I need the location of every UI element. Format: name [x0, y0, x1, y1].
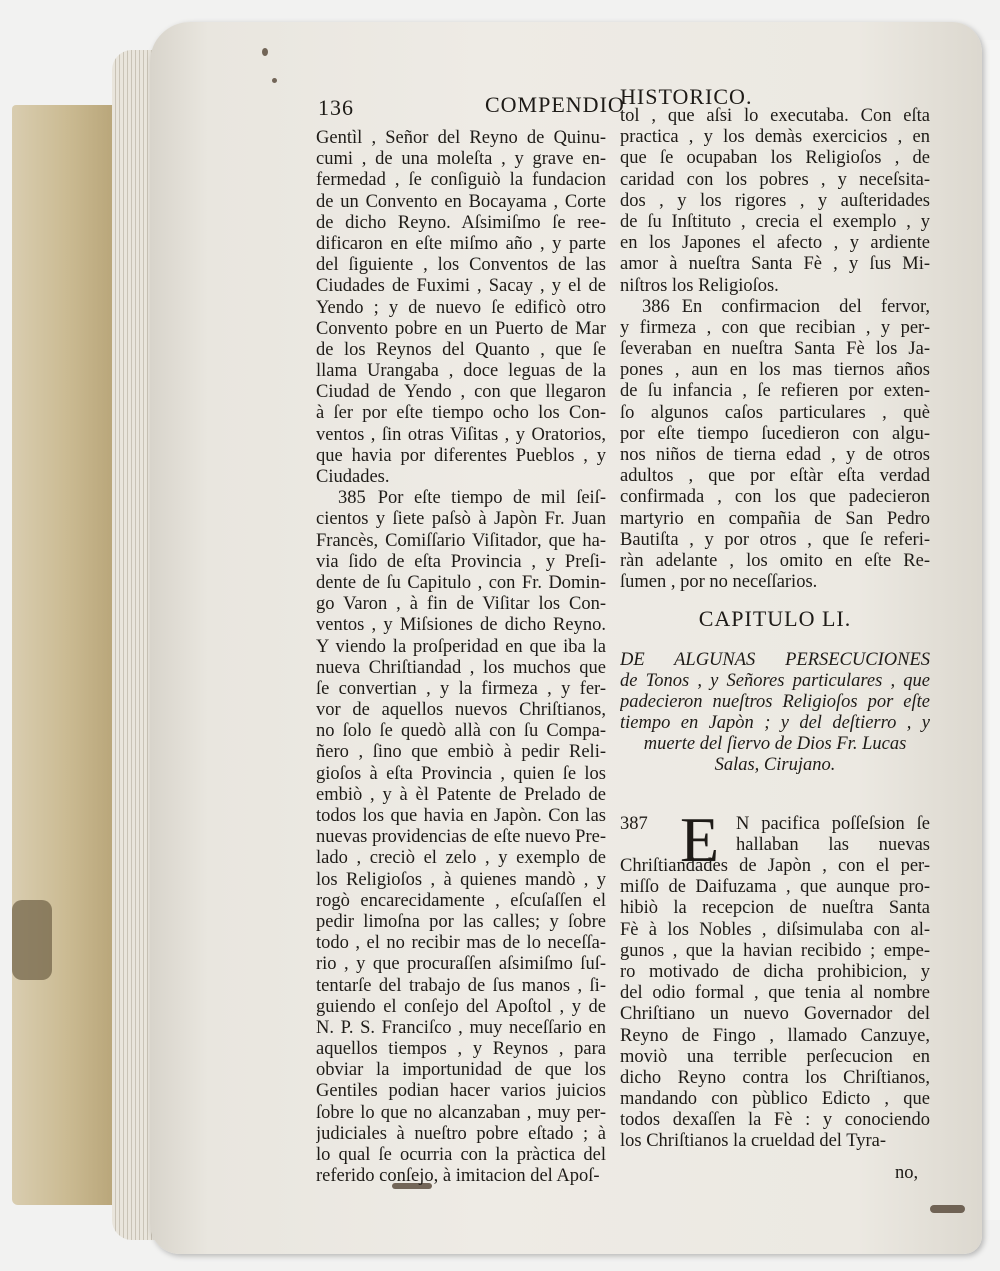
paragraph [620, 106, 930, 297]
text-line: dificaron en eſte miſmo año , y parte [316, 233, 606, 254]
text-line-content: Por eſte tiempo de mil ſeiſ- [377, 488, 606, 509]
text-line: Ciudad de Yendo , con que llegaron [316, 382, 606, 403]
text-line: referido conſejo, à imitacion del Apoſ- [316, 1166, 600, 1187]
text-line: Y viendo la proſperidad en que iba la [316, 636, 606, 657]
catchword: no, [895, 1163, 919, 1183]
text-line: en los Japones el afecto , y ardiente [620, 233, 930, 254]
chapter-title: CAPITULO LI. [698, 606, 852, 631]
text-line: dos , y los rigores , y auſteridades [620, 190, 930, 211]
text-line: embiò , y à èl Patente de Prelado de [316, 784, 606, 805]
text-line: obviar la importunidad de que los [316, 1060, 606, 1081]
text-line: Ciudades. [316, 467, 390, 487]
ink-spot [262, 48, 268, 56]
text-line: mandando con pùblico Edicto , que [620, 1089, 930, 1110]
ink-spot [272, 78, 277, 83]
text-line: tol , que aſsi lo executaba. Con eſta [620, 106, 930, 126]
text-line: amor à nueſtra Santa Fè , y ſus Mi- [620, 254, 930, 275]
paragraph-387-body [620, 856, 930, 1153]
dropcap-lines [736, 814, 930, 856]
paragraph-number: 385 [338, 488, 366, 509]
text-line: los Chriſtianos la crueldad del Tyra- [620, 1131, 887, 1152]
text-line: todo , el no recibir mas de lo neceſſa- [316, 933, 606, 954]
text-line: tiempo en Japòn ; y del deſtierro , y [620, 713, 930, 733]
text-line: ràn adelante , los omito en eſte Re- [620, 550, 930, 571]
text-line: hibiò la recepcion de nueſtra Santa [620, 898, 930, 919]
text-line: gunos , que la havian recibido ; empe- [620, 940, 930, 961]
text-line: ſo algunos caſos particulares , què [620, 402, 930, 423]
paragraph-number: 387 [620, 814, 648, 834]
text-line: ventos , ſin otras Viſitas , y Oratorios, [316, 424, 606, 445]
text-line: del ſiguiente , los Conventos de las [316, 255, 606, 276]
text-line: via ſido de eſta Provincia , y Preſi- [316, 551, 606, 572]
drop-cap: E [680, 804, 720, 875]
text-line: de un Convento en Bocayama , Corte [316, 191, 606, 212]
paragraph-386 [620, 297, 930, 594]
text-line: Ciudades de Fuximi , Sacay , y el de [316, 276, 606, 297]
text-line: nos niños de tierna edad , y de otros [620, 445, 930, 465]
text-line: todos los que havia en Japòn. Con las [316, 806, 606, 826]
text-line: aquellos tiempos , y Reynos , para [316, 1039, 606, 1060]
text-line: que ſe ocupaban los Religioſos , de [620, 148, 930, 169]
text-line: ventos , y Miſsiones de dicho Reyno. [316, 615, 606, 636]
text-line: nueva Chriſtiandad , los muchos que [316, 657, 606, 678]
text-line: de dicho Reyno. Aſsimiſmo ſe ree- [316, 212, 606, 233]
text-line [316, 488, 606, 509]
text-line: ſobre lo que no alcanzaban , muy per- [316, 1102, 606, 1123]
cover-damage [12, 900, 52, 980]
right-page-edge [982, 40, 1000, 1220]
text-line: todos dexaſſen la Fè : y conociendo [620, 1110, 930, 1131]
text-line: lo qual ſe ocurria con la pràctica del [316, 1145, 606, 1165]
text-line: por eſte tiempo ſucedieron con algu- [620, 423, 930, 444]
text-line: Gentiles podian hacer varios juicios [316, 1081, 606, 1102]
text-line: no ſolo ſe quedò allà con ſu Compa- [316, 721, 606, 742]
text-line: à ſer por eſte tiempo ocho los Con- [316, 403, 606, 424]
text-line: ſumen , por no neceſſarios. [620, 572, 818, 593]
text-line: de Tonos , y Señores particulares , que [620, 671, 930, 691]
text-line: niſtros los Religioſos. [620, 275, 779, 296]
paragraph-number: 386 [642, 296, 670, 317]
text-line: Bautiſta , y por otros , que ſe referi- [620, 529, 930, 550]
page-number: 136 [318, 95, 354, 120]
text-line: de ſu Inſtituto , crecia el exemplo , y [620, 211, 930, 232]
text-line: Yendo ; y de nuevo ſe edificò otro [316, 297, 606, 318]
text-line: practica , y los demàs exercicios , en [620, 127, 930, 148]
text-line: los Religioſos , à quienes mandò , y [316, 869, 606, 890]
text-line: N pacifica poſſeſsion ſe [736, 814, 930, 834]
text-line: ſe convertian , y la firmeza , y fer- [316, 678, 606, 699]
text-line: tentarſe del trabajo de ſus manos , ſi- [316, 975, 606, 996]
text-line: hallaban las nuevas [736, 835, 930, 856]
text-line: Convento pobre en un Puerto de Mar [316, 318, 606, 339]
text-line: rogò encarecidamente , eſcuſaſſen el [316, 890, 606, 911]
text-line: N. P. S. Franciſco , muy neceſſario en [316, 1017, 606, 1038]
text-line-content: En confirmacion del fervor, [681, 296, 930, 317]
text-line: Salas, Cirujano. [714, 755, 836, 775]
paragraph [316, 128, 606, 488]
text-line: cientos y ſiete paſsò à Japòn Fr. Juan [316, 509, 606, 530]
text-line: Francès, Comiſſario Viſitador, que ha- [316, 530, 606, 551]
running-head-left: COMPENDIO [485, 92, 625, 117]
text-line: martyrio en compañia de San Pedro [620, 508, 930, 529]
text-line: caridad con los pobres , y neceſsita- [620, 169, 930, 190]
text-line: Gentìl , Señor del Reyno de Quinu- [316, 128, 606, 148]
text-line: dicho Reyno contra los Chriſtianos, [620, 1067, 930, 1088]
running-head-right: HISTORICO. [620, 84, 753, 109]
text-line: moviò una terrible perſecucion en [620, 1046, 930, 1067]
text-line: nuevas providencias de eſte nuevo Pre- [316, 827, 606, 848]
text-line: y firmeza , con que recibian , y per- [620, 317, 930, 338]
text-line: del odio formal , que tenia al nombre [620, 983, 930, 1004]
text-line: adultos , que por eſtàr eſta verdad [620, 466, 930, 487]
text-line: gioſos à eſta Provincia , quien ſe los [316, 763, 606, 784]
text-line: Fè à los Nobles , diſsimulaba con al- [620, 919, 930, 940]
text-line: que havia por diferentes Pueblos , y [316, 445, 606, 466]
text-line: ñero , ſino que embiò à pedir Reli- [316, 742, 606, 763]
text-line: cumi , de una moleſta , y grave en- [316, 149, 606, 170]
text-line: ro motivado de dicha prohibicion, y [620, 961, 930, 982]
text-line: pedir limoſna por las calles; y ſobre [316, 911, 606, 932]
text-line: vor de aquellos nuevos Chriſtianos, [316, 700, 606, 721]
text-line: muerte del ſiervo de Dios Fr. Lucas [643, 734, 907, 754]
text-line: judiciales à nueſtro pobre eſtado ; à [316, 1123, 606, 1144]
text-line: dente de ſu Capitulo , con Fr. Domin- [316, 572, 606, 593]
chapter-subtitle [620, 650, 930, 776]
text-line: llama Urangaba , doce leguas de la [316, 361, 606, 382]
text-line: de los Reynos del Quanto , que ſe [316, 339, 606, 360]
text-line: Chriſtiandades de Japòn , con el per- [620, 856, 930, 876]
text-line: ſeveraban en nueſtra Santa Fè los Ja- [620, 339, 930, 360]
right-column [620, 106, 930, 593]
text-line: padecieron nueſtros Religioſos por eſte [620, 692, 930, 712]
text-line: miſſo de Daifuzama , que aunque pro- [620, 877, 930, 898]
text-line: fermedad , ſe conſiguiò la fundacion [316, 170, 606, 191]
text-line: rio , y que procuraſſen aſsimiſmo ſuſ- [316, 954, 606, 975]
text-line: DE ALGUNAS PERSECUCIONES [620, 650, 930, 670]
text-line: guiendo el conſejo del Apoſtol , y de [316, 996, 606, 1017]
text-line: confirmada , con los que padecieron [620, 487, 930, 508]
text-line: Chriſtiano un nuevo Governador del [620, 1004, 930, 1025]
paragraph-385 [316, 488, 606, 1187]
text-line: de ſu infancia , ſe refieren por exten- [620, 381, 930, 402]
left-column [316, 128, 606, 1187]
ink-smear [930, 1205, 965, 1213]
text-line: go Varon , à fin de Viſitar los Con- [316, 594, 606, 615]
text-line: lado , creciò el zelo , y exemplo de [316, 848, 606, 869]
text-line: Reyno de Fingo , llamado Canzuye, [620, 1025, 930, 1046]
text-line: pones , aun en los mas tiernos años [620, 360, 930, 381]
text-line [620, 297, 930, 318]
